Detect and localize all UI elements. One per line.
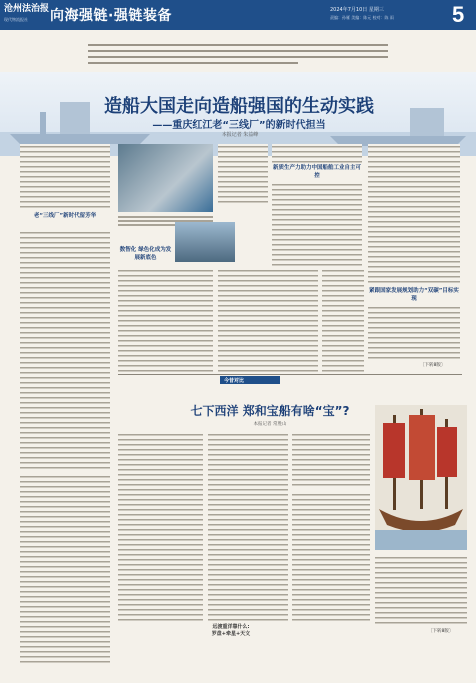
- continued-note: 〔下转8版〕: [420, 363, 446, 368]
- issue-date: 2024年7月10日 星期三: [330, 7, 384, 13]
- editor-info: 责编：孙雁 美编：陈元 校对：陈 雨: [330, 15, 394, 20]
- subhead-3: 新质生产力助力中国船舶工业自主可控: [272, 165, 361, 179]
- ship-icon: [375, 405, 467, 550]
- bottom-headline: [186, 624, 276, 638]
- lower-title: 七下西洋 郑和宝船有啥“宝”?: [190, 404, 350, 418]
- body-text-column: [272, 144, 362, 164]
- body-text-column: [368, 144, 460, 284]
- bottom-headline-line-1: 远渡重洋靠什么:: [212, 624, 250, 630]
- lead-subtitle: ——重庆红江老“三线厂”的新时代担当: [152, 120, 326, 131]
- body-text-column: [118, 268, 213, 373]
- continued-note: 〔下转8版〕: [428, 629, 454, 634]
- subhead-4: 紧跟国家发展规划助力“双碳”目标实现: [369, 288, 459, 302]
- body-text-column: [368, 305, 460, 360]
- bottom-headline-line-2: 罗盘+牵星+天文: [211, 631, 251, 637]
- section-divider: [118, 374, 462, 375]
- lead-title: 造船大国走向造船强国的生动实践: [104, 96, 374, 117]
- page-number: 5: [452, 2, 465, 27]
- body-text-column: [20, 230, 110, 470]
- body-text-column: [20, 144, 110, 209]
- newspaper-logo: 沧州法治报: [4, 4, 50, 14]
- body-text-column: [218, 144, 268, 204]
- factory-photo: [118, 144, 213, 212]
- building-photo: [175, 222, 235, 262]
- body-text-column: [292, 492, 370, 622]
- body-text-column: [375, 555, 467, 625]
- intro-paragraph: [88, 40, 388, 70]
- subhead-1: 老“三线厂”新时代留芳华: [24, 212, 106, 220]
- body-text-column: [218, 268, 318, 373]
- body-text-column: [208, 432, 288, 622]
- body-text-column: [272, 182, 362, 267]
- treasure-ship-illustration: [375, 405, 467, 550]
- section-title: 向海强链·强链装备: [50, 8, 172, 24]
- tag-label: 今昔对比: [224, 378, 245, 384]
- newspaper-sub: 现代物流报社: [4, 17, 28, 22]
- lower-byline: 本报记者 常胜山: [253, 422, 287, 427]
- body-text-column: [118, 432, 203, 622]
- lead-byline: 本报记者 朱益峰: [221, 132, 259, 138]
- body-text-column: [292, 432, 370, 487]
- subhead-2: 数智化 绿色化成为发展新底色: [119, 247, 172, 261]
- body-text-column: [20, 474, 110, 664]
- body-text-column: [322, 268, 364, 373]
